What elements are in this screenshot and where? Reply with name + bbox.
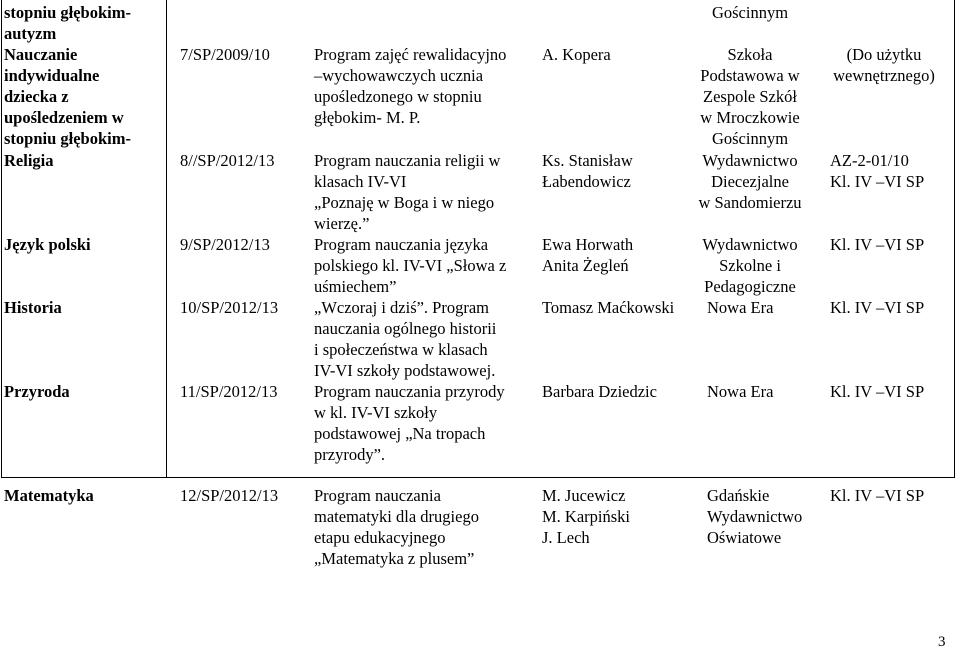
table-border-col1 (166, 0, 167, 478)
row-publisher: Nowa Era (707, 382, 774, 401)
row-notes: (Do użytku wewnętrznego) (833, 45, 935, 85)
row-subject: stopniu głębokim- autyzm (4, 3, 131, 43)
row-subject: Religia (4, 151, 54, 170)
row-subject: Matematyka (4, 486, 94, 505)
row-authors: M. Jucewicz M. Karpiński J. Lech (542, 486, 630, 547)
row-program: Program nauczania religii w klasach IV-VI „Poznaję w Boga i w niego wierzę.” (314, 151, 501, 233)
row-number: 8//SP/2012/13 (180, 151, 275, 170)
row-number: 9/SP/2012/13 (180, 235, 270, 254)
table-border-bottom (1, 477, 955, 478)
row-number: 11/SP/2012/13 (180, 382, 278, 401)
row-number: 7/SP/2009/10 (180, 45, 270, 64)
row-notes: Kl. IV –VI SP (830, 298, 925, 317)
row-notes: AZ-2-01/10 Kl. IV –VI SP (830, 151, 925, 191)
row-authors: Barbara Dziedzic (542, 382, 657, 401)
row-program: Program nauczania języka polskiego kl. IV-VI „Słowa z uśmiechem” (314, 235, 507, 296)
row-publisher: Nowa Era (707, 298, 774, 317)
row-authors: Tomasz Maćkowski (542, 298, 675, 317)
table-border-right (954, 0, 955, 478)
row-authors: Ewa Horwath Anita Żegleń (542, 235, 634, 275)
row-authors: A. Kopera (542, 45, 611, 64)
row-notes: Kl. IV –VI SP (830, 235, 925, 254)
row-notes: Kl. IV –VI SP (830, 382, 925, 401)
row-publisher: Gościnnym (711, 3, 789, 22)
row-subject: Nauczanie indywidualne dziecka z upośledzeniem w stopniu głębokim- (4, 45, 131, 148)
row-publisher: Szkoła Podstawowa w Zespole Szkół w Mroczkowie Gościnnym (700, 45, 800, 148)
row-authors: Ks. Stanisław Łabendowicz (542, 151, 633, 191)
row-number: 10/SP/2012/13 (180, 298, 279, 317)
row-program: Program nauczania matematyki dla drugiego etapu edukacyjnego „Matematyka z plusem” (314, 486, 479, 568)
row-notes: Kl. IV –VI SP (830, 486, 925, 505)
row-program: „Wczoraj i dziś”. Program nauczania ogólnego historii i społeczeństwa w klasach IV-VI szkoły podstawowej. (314, 298, 497, 380)
row-publisher: Gdańskie Wydawnictwo Oświatowe (707, 486, 803, 547)
row-program: Program zajęć rewalidacyjno –wychowawczych ucznia upośledzonego w stopniu głębokim- M. P. (314, 45, 507, 127)
row-publisher: Wydawnictwo Szkolne i Pedagogiczne (702, 235, 798, 296)
page-number: 3 (938, 634, 946, 650)
row-publisher: Wydawnictwo Diecezjalne w Sandomierzu (698, 151, 802, 212)
row-program: Program nauczania przyrody w kl. IV-VI szkoły podstawowej „Na tropach przyrody”. (314, 382, 505, 464)
row-subject: Historia (4, 298, 62, 317)
row-subject: Przyroda (4, 382, 70, 401)
table-border-left (1, 0, 2, 478)
row-subject: Język polski (4, 235, 91, 254)
row-number: 12/SP/2012/13 (180, 486, 279, 505)
